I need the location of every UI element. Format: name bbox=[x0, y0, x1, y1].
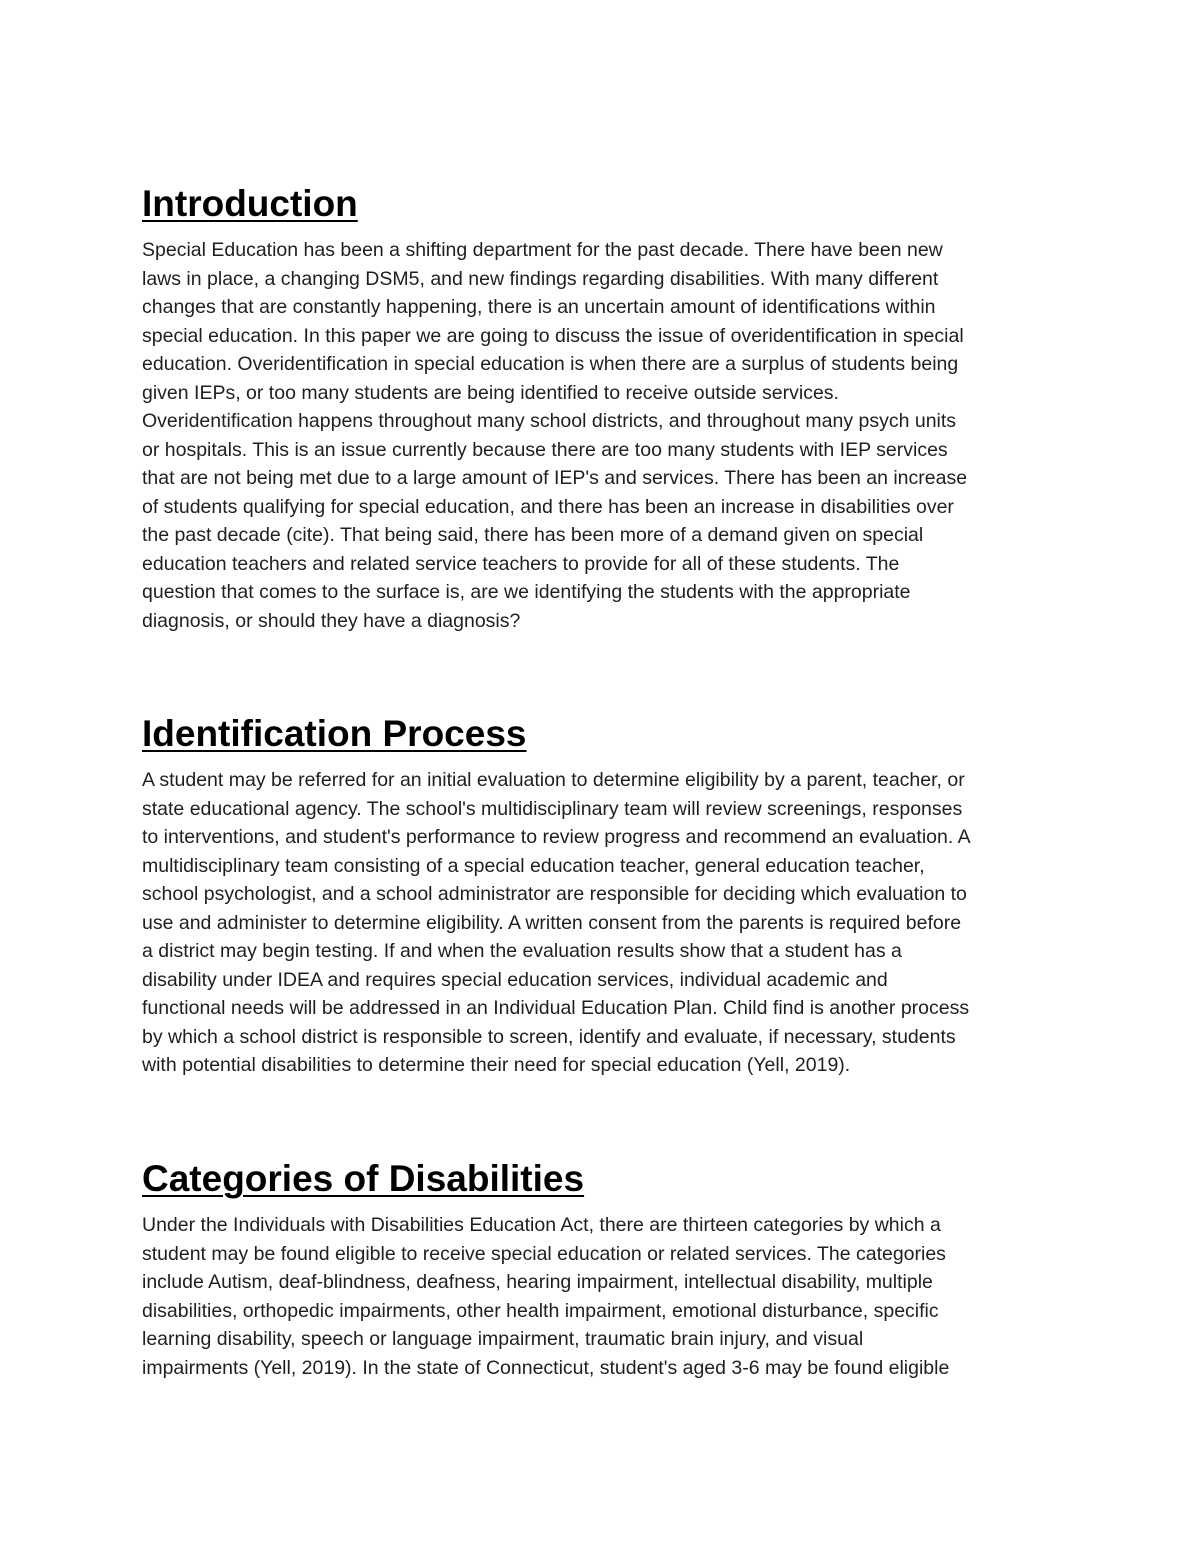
body-line: disability under IDEA and requires special education services, individual academic and bbox=[142, 968, 888, 991]
section-heading: Categories of Disabilities bbox=[142, 1158, 585, 1199]
body-line: that are not being met due to a large amount of IEP's and services. There has been an increase bbox=[142, 467, 968, 489]
body-line: diagnosis, or should they have a diagnosis? bbox=[142, 609, 521, 632]
section-heading: Introduction bbox=[142, 183, 358, 224]
body-line: education. Overidentification in special education is when there are a surplus of students being bbox=[142, 353, 959, 375]
section-introduction bbox=[142, 182, 1062, 635]
section-heading: Identification Process bbox=[142, 713, 527, 754]
body-line: use and administer to determine eligibility. A written consent from the parents is required before bbox=[142, 911, 962, 934]
body-line: impairments (Yell, 2019). In the state of Connecticut, student's aged 3-6 may be found eligible bbox=[142, 1356, 950, 1379]
body-line: laws in place, a changing DSM5, and new findings regarding disabilities. With many different bbox=[142, 267, 939, 290]
section-body bbox=[142, 766, 1062, 1080]
body-line: education teachers and related service teachers to provide for all of these students. The bbox=[142, 552, 900, 575]
body-line: Special Education has been a shifting department for the past decade. There have been new bbox=[142, 239, 943, 261]
body-line: question that comes to the surface is, are we identifying the students with the appropriate bbox=[142, 581, 911, 603]
body-line: include Autism, deaf-blindness, deafness, hearing impairment, intellectual disability, multiple bbox=[142, 1271, 933, 1293]
body-line: the past decade (cite). That being said, there has been more of a demand given on special bbox=[142, 524, 924, 546]
body-line: given IEPs, or too many students are being identified to receive outside services. bbox=[142, 381, 839, 404]
body-line: a district may begin testing. If and when the evaluation results show that a student has a bbox=[142, 940, 902, 962]
body-line: by which a school district is responsible to screen, identify and evaluate, if necessary, students bbox=[142, 1025, 956, 1048]
body-line: school psychologist, and a school administrator are responsible for deciding which evaluation to bbox=[142, 883, 967, 905]
body-line: learning disability, speech or language impairment, traumatic brain injury, and visual bbox=[142, 1328, 864, 1350]
body-line: special education. In this paper we are going to discuss the issue of overidentification in special bbox=[142, 324, 964, 347]
body-line: functional needs will be addressed in an Individual Education Plan. Child find is another process bbox=[142, 997, 970, 1019]
body-line: A student may be referred for an initial evaluation to determine eligibility by a parent, teacher, or bbox=[142, 769, 965, 791]
section-body bbox=[142, 236, 1062, 635]
body-line: state educational agency. The school's multidisciplinary team will review screenings, responses bbox=[142, 797, 963, 820]
body-line: Under the Individuals with Disabilities Education Act, there are thirteen categories by which a bbox=[142, 1214, 941, 1236]
body-line: disabilities, orthopedic impairments, other health impairment, emotional disturbance, specific bbox=[142, 1299, 939, 1322]
body-line: changes that are constantly happening, there is an uncertain amount of identifications within bbox=[142, 296, 936, 318]
body-line: student may be found eligible to receive special education or related services. The categories bbox=[142, 1242, 946, 1265]
section-categories-of-disabilities bbox=[142, 1157, 1062, 1382]
body-line: to interventions, and student's performance to review progress and recommend an evaluation. A bbox=[142, 826, 971, 848]
body-line: or hospitals. This is an issue currently because there are too many students with IEP services bbox=[142, 438, 948, 461]
body-line: multidisciplinary team consisting of a special education teacher, general education teacher, bbox=[142, 854, 925, 877]
body-line: with potential disabilities to determine their need for special education (Yell, 2019). bbox=[142, 1054, 851, 1076]
section-identification-process bbox=[142, 712, 1062, 1080]
body-line: Overidentification happens throughout many school districts, and throughout many psych units bbox=[142, 410, 957, 432]
section-body bbox=[142, 1211, 1062, 1382]
body-line: of students qualifying for special education, and there has been an increase in disabilities over bbox=[142, 495, 954, 518]
